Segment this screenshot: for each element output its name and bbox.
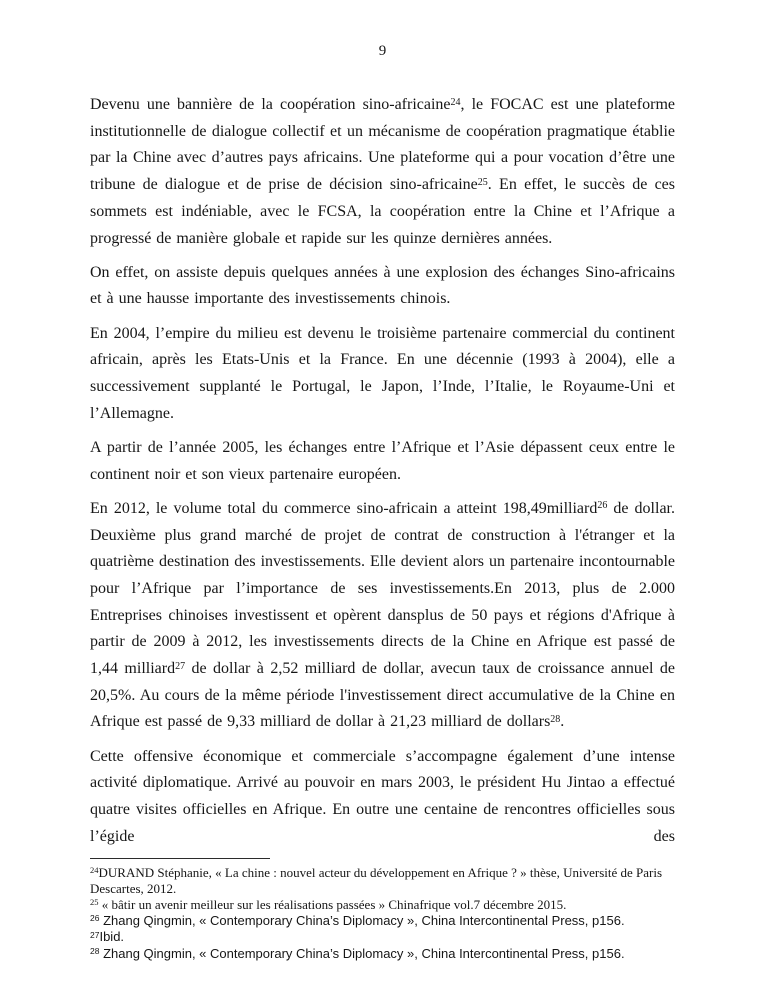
footnotes xyxy=(90,865,675,963)
paragraph: En 2012, le volume total du commerce sino-africain a atteint 198,49milliard$^{26}$ de dollar. Deuxième plus grand marché de projet de contrat de construction à l'étranger et la quatrième destination des investissements. Elle devient alors un partenaire incontournable pour l’Afrique par l’importance de ses investissements.En 2013, plus de 2.000 Entreprises chinoises investissent et opèrent dansplus de 50 pays et régions d'Afrique à partir de 2009 à 2012, les investissements directs de la Chine en Afrique est passé de 1,44 milliard$^{27}$ de dollar à 2,52 milliard de dollar, avecun taux de croissance annuel de 20,5%. Au cours de la même période l'investissement direct accumulative de la Chine en Afrique est passé de 9,33 milliard de dollar à 21,23 milliard de dollars$^{28}$. xyxy=(90,499,675,731)
footnote: $^{26}$ Zhang Qingmin, « Contemporary China’s Diplomacy », China Intercontinental Press, p156. xyxy=(90,912,625,928)
footnote-ref: 25 xyxy=(477,176,488,188)
footnote: $^{28}$ Zhang Qingmin, « Contemporary China’s Diplomacy », China Intercontinental Press, p156. xyxy=(90,945,625,961)
footnote-ref: 26 xyxy=(597,500,608,512)
footnote: $^{24}$DURAND Stéphanie, « La chine : nouvel acteur du développement en Afrique ? » thèse, Université de Paris Descartes, 2012. xyxy=(90,864,663,896)
footnote-ref: 28 xyxy=(550,713,561,725)
footnote-separator xyxy=(90,858,270,859)
paragraph: Cette offensive économique et commerciale s’accompagne également d’une intense activité diplomatique. Arrivé au pouvoir en mars 2003, le président Hu Jintao a effectué quatre visites officielles en Afrique. En outre une centaine de rencontres officielles sous l’égide des xyxy=(90,747,675,845)
page-number: 9 xyxy=(378,43,387,59)
footnote: $^{25}$ « bâtir un avenir meilleur sur les réalisations passées » Chinafrique vol.7 décembre 2015. xyxy=(90,896,567,912)
paragraph: On effet, on assiste depuis quelques années à une explosion des échanges Sino-africains et à une hausse importante des investissements chinois. xyxy=(90,263,675,308)
footnote-marker: 25 xyxy=(90,897,99,908)
footnote-ref: 27 xyxy=(175,660,186,672)
footnote-marker: 28 xyxy=(90,946,100,957)
body-paragraphs xyxy=(90,92,675,850)
footnote: $^{27}$Ibid. xyxy=(90,929,125,945)
footnote-marker: 27 xyxy=(90,929,100,940)
footnote-marker: 24 xyxy=(90,865,99,876)
paragraph: Devenu une bannière de la coopération sino-africaine$^{24}$, le FOCAC est une plateforme institutionnelle de dialogue collectif et un mécanisme de coopération pragmatique établie par la Chine avec d’autres pays africains. Une plateforme qui a pour vocation d’être une tribune de dialogue et de prise de décision sino-africaine$^{25}$. En effet, le succès de ces sommets est indéniable, avec le FCSA, la coopération entre la Chine et l’Afrique a progressé de manière globale et rapide sur les quinze dernières années. xyxy=(90,96,676,247)
paragraph: En 2004, l’empire du milieu est devenu le troisième partenaire commercial du continent africain, après les Etats-Unis et la France. En une décennie (1993 à 2004), elle a successivement supplanté le Portugal, le Japon, l’Inde, l’Italie, le Royaume-Uni et l’Allemagne. xyxy=(90,324,675,422)
footnote-ref: 24 xyxy=(450,96,461,108)
paragraph: A partir de l’année 2005, les échanges entre l’Afrique et l’Asie dépassent ceux entre le continent noir et son vieux partenaire européen. xyxy=(90,438,675,483)
footnote-marker: 26 xyxy=(90,913,100,924)
